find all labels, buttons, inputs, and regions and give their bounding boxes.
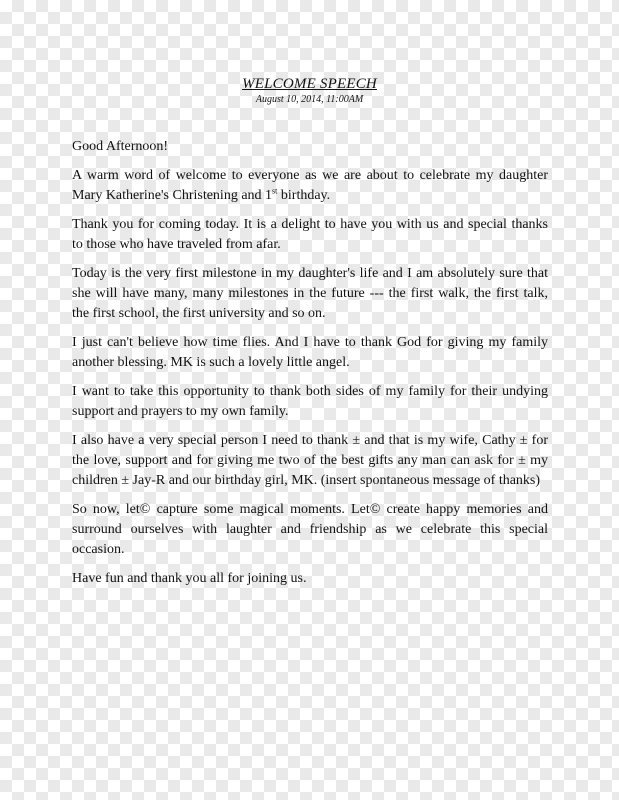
speech-title: WELCOME SPEECH — [242, 76, 377, 92]
paragraph-memories — [72, 500, 548, 560]
paragraph-line: occasion. — [72, 542, 125, 557]
paragraph-family — [72, 382, 548, 422]
paragraph-line: support and prayers to my own family. — [72, 404, 289, 419]
paragraph-line: A warm word of welcome to everyone as we are about to celebrate my daughter — [72, 168, 548, 183]
paragraph-line: children ± Jay-R and our birthday girl, MK. (insert spontaneous message of thanks) — [72, 473, 541, 488]
paragraph-line: Today is the very first milestone in my daughter's life and I am absolutely sure that — [72, 266, 548, 281]
paragraph-blessing — [72, 333, 548, 373]
paragraph-line: Thank you for coming today. It is a delight to have you with us and special thanks — [72, 217, 548, 232]
paragraph-welcome — [72, 166, 548, 206]
paragraph-line: another blessing. MK is such a lovely little angel. — [72, 355, 350, 370]
greeting-line: Good Afternoon! — [72, 139, 169, 154]
paragraph-line: I also have a very special person I need to thank ± and that is my wife, Cathy ± for — [72, 433, 548, 448]
paragraph-line: the love, support and for giving me two of the best gifts any man can ask for ± my — [72, 453, 548, 468]
paragraph-milestone — [72, 264, 548, 324]
paragraph-closing — [72, 569, 548, 589]
ordinal-suffix: st — [272, 186, 278, 196]
paragraph-line: the first school, the first university and so on. — [72, 306, 326, 321]
paragraph-thanks — [72, 215, 548, 255]
paragraph-line: to those who have traveled from afar. — [72, 237, 281, 252]
speech-date: August 10, 2014, 11:00AM — [255, 94, 364, 105]
paragraph-line: she will have many, many milestones in the future --- the first walk, the first talk, — [72, 286, 548, 301]
paragraph-line: So now, let© capture some magical moments. Let© create happy memories and — [72, 502, 548, 517]
paragraph-wife — [72, 431, 548, 491]
paragraph-line: I want to take this opportunity to thank both sides of my family for their undying — [72, 384, 548, 399]
paragraph-line: I just can't believe how time flies. And I have to thank God for giving my family — [72, 335, 548, 350]
paragraph-line: surround ourselves with laughter and friendship as we celebrate this special — [72, 522, 548, 537]
paragraph-line: Have fun and thank you all for joining us. — [72, 571, 307, 586]
line-text: birthday. — [277, 188, 331, 203]
line-text: Mary Katherine's Christening and 1 — [72, 188, 273, 203]
paragraph-line — [72, 186, 548, 206]
document-header — [0, 75, 619, 107]
